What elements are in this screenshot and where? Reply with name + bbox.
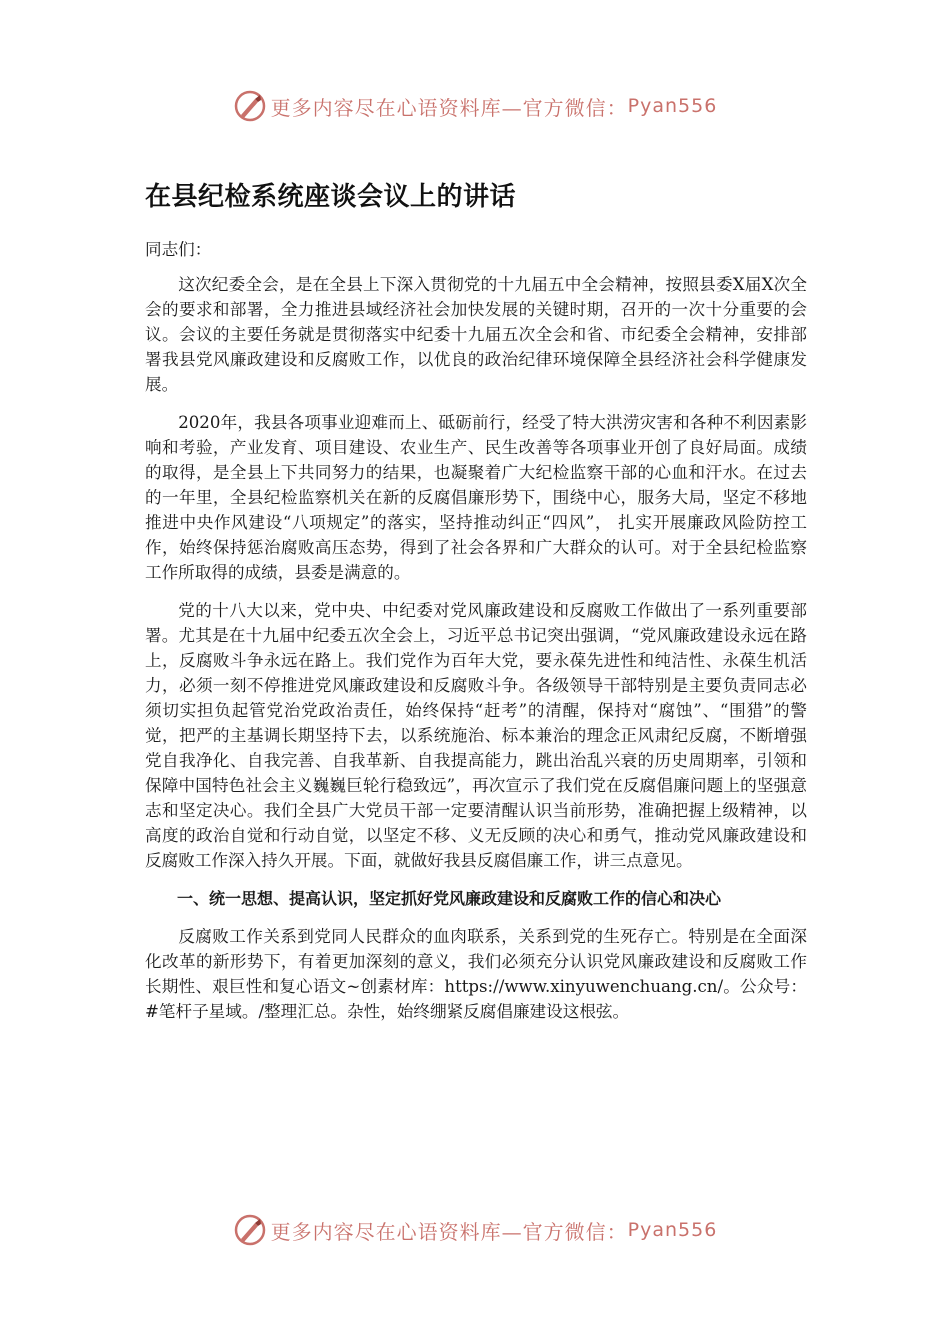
header-watermark-banner xyxy=(0,86,950,126)
paragraph-1: 这次纪委全会，是在全县上下深入贯彻党的十九届五中全会精神，按照县委X届X次全会的要求和部署，全力推进县域经济社会加快发展的关键时期，召开的一次十分重要的会议。会议的主要任务就是贯彻落实中纪委十九届五次全会和省、市纪委全会精神，安排部署我县党风廉政建设和反腐败工作，以优良的政治纪律环境保障全县经济社会科学健康发展。 xyxy=(145,275,807,394)
pen-logo-icon xyxy=(233,1213,267,1247)
section-heading-1: 一、统一思想、提高认识，坚定抓好党风廉政建设和反腐败工作的信心和决心 xyxy=(177,889,722,908)
paragraph-4: 反腐败工作关系到党同人民群众的血肉联系，关系到党的生死存亡。特别是在全面深化改革的新形势下，有着更加深刻的意义，我们必须充分认识党风廉政建设和反腐败工作长期性、艰巨性和复心语文~创素材库：https://www.xinyuwenchuang.cn/。公众号：#笔杆子星域。/整理汇总。杂性，始终绷紧反腐倡廉建设这根弦。 xyxy=(145,927,807,1021)
footer-watermark-banner xyxy=(0,1210,950,1250)
pen-logo-icon xyxy=(233,89,267,123)
banner-text: 更多内容尽在心语资料库—官方微信： xyxy=(270,1219,628,1244)
banner-handle: Pyan556 xyxy=(627,95,718,117)
salutation: 同志们： xyxy=(145,240,212,259)
paragraph-3: 党的十八大以来，党中央、中纪委对党风廉政建设和反腐败工作做出了一系列重要部署。尤其是在十九届中纪委五次全会上，习近平总书记突出强调，“党风廉政建设永远在路上，反腐败斗争永远在路上。我们党作为百年大党，要永葆先进性和纯洁性、永葆生机活力，必须一刻不停推进党风廉政建设和反腐败斗争。各级领导干部特别是主要负责同志必须切实担负起管党治党政治责任，始终保持“赶考”的清醒，保持对“腐蚀”、“围猎”的警觉，把严的主基调长期坚持下去，以系统施治、标本兼治的理念正风肃纪反腐，不断增强党自我净化、自我完善、自我革新、自我提高能力，跳出治乱兴衰的历史周期率，引领和保障中国特色社会主义巍巍巨轮行稳致远”，再次宣示了我们党在反腐倡廉问题上的坚强意志和坚定决心。我们全县广大党员干部一定要清醒认识当前形势，准确把握上级精神，以高度的政治自觉和行动自觉，以坚定不移、义无反顾的决心和勇气，推动党风廉政建设和反腐败工作深入持久开展。下面，就做好我县反腐倡廉工作，讲三点意见。 xyxy=(145,601,807,870)
document-body xyxy=(145,176,807,1037)
paragraph-2: 2020年，我县各项事业迎难而上、砥砺前行，经受了特大洪涝灾害和各种不利因素影响和考验，产业发育、项目建设、农业生产、民生改善等各项事业开创了良好局面。成绩的取得，是全县上下共同努力的结果，也凝聚着广大纪检监察干部的心血和汗水。在过去的一年里，全县纪检监察机关在新的反腐倡廉形势下，围绕中心，服务大局，坚定不移地推进中央作风建设“八项规定”的落实，坚持推动纠正“四风”， 扎实开展廉政风险防控工作，始终保持惩治腐败高压态势，得到了社会各界和广大群众的认可。对于全县纪检监察工作所取得的成绩，县委是满意的。 xyxy=(145,413,807,582)
banner-handle: Pyan556 xyxy=(627,1219,718,1241)
banner-text: 更多内容尽在心语资料库—官方微信： xyxy=(270,95,628,120)
document-title: 在县纪检系统座谈会议上的讲话 xyxy=(145,182,517,212)
